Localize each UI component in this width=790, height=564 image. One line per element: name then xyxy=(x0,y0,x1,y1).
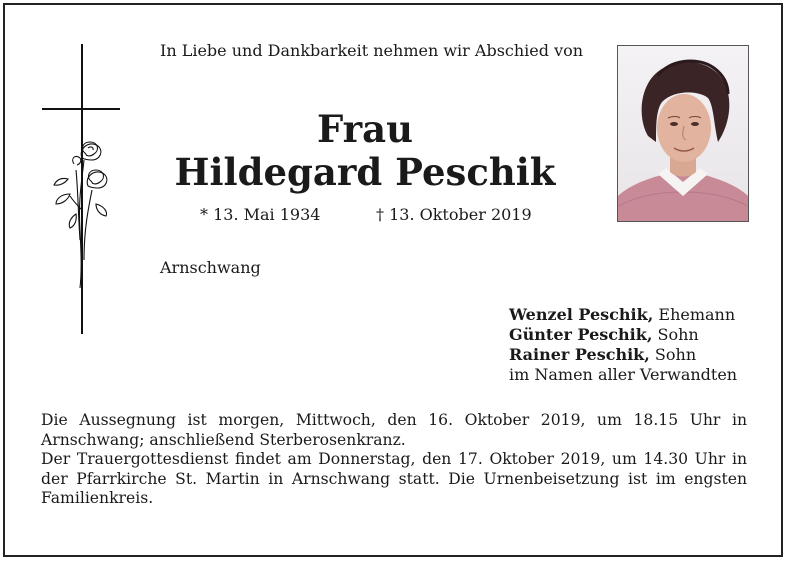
mourner-row xyxy=(509,345,737,365)
service-text-blessing: Die Aussegnung ist morgen, Mittwoch, den 16. Oktober 2019, um 18.15 Uhr in Arnschwang; anschließend Sterberosenkranz. xyxy=(41,411,747,449)
mourners-closing: im Namen aller Verwandten xyxy=(509,365,738,384)
mourner-name: Rainer Peschik, xyxy=(509,345,650,364)
deceased-name: Hildegard Peschik xyxy=(174,150,556,194)
intro-text: In Liebe und Dankbarkeit nehmen wir Abschied von xyxy=(160,41,584,60)
mourner-row xyxy=(509,325,737,345)
mourner-name: Günter Peschik, xyxy=(509,325,653,344)
mourner-relation: Sohn xyxy=(649,345,697,364)
place-name: Arnschwang xyxy=(160,258,261,277)
service-info xyxy=(41,411,747,509)
mourner-relation: Ehemann xyxy=(653,305,736,324)
death-date: † 13. Oktober 2019 xyxy=(376,205,532,224)
cross-with-roses-icon xyxy=(40,44,124,336)
portrait-illustration xyxy=(618,46,748,221)
salutation: Frau xyxy=(317,107,413,151)
mourner-name: Wenzel Peschik, xyxy=(509,305,654,324)
birth-date: * 13. Mai 1934 xyxy=(200,205,321,224)
mourner-row xyxy=(509,305,737,325)
mourners-list xyxy=(509,305,737,385)
service-text-funeral: Der Trauergottesdienst findet am Donnerstag, den 17. Oktober 2019, um 14.30 Uhr in der Pfarrkirche St. Martin in Arnschwang statt. Die Urnenbeisetzung ist im engsten Familienkreis. xyxy=(41,450,747,507)
mourner-relation: Sohn xyxy=(652,325,699,344)
portrait-photo xyxy=(617,45,749,222)
